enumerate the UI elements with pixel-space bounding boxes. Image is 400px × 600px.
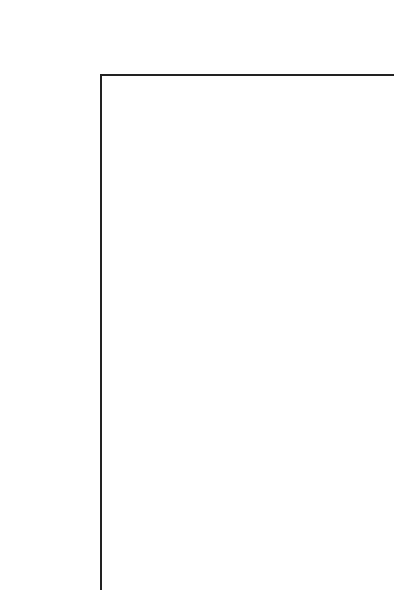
header-divider xyxy=(100,74,394,76)
column-divider xyxy=(100,76,102,590)
header-cross-reference-zone xyxy=(0,0,400,76)
